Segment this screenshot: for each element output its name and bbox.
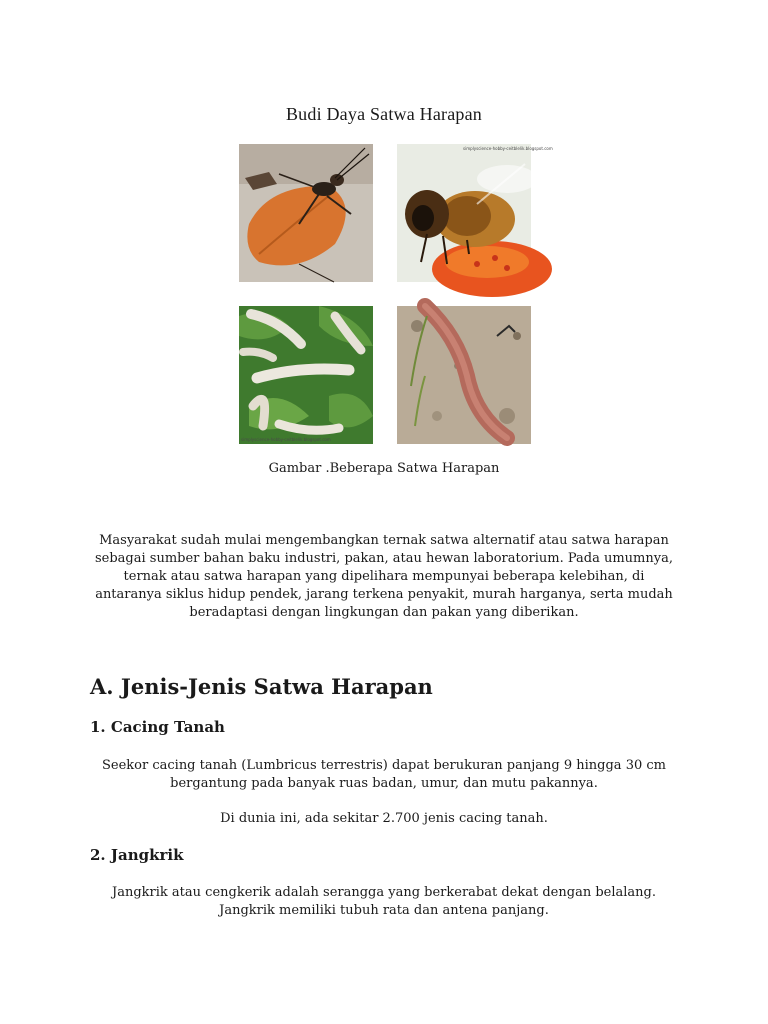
silkworm-photo-watermark: simplyscience-hobby-ceitblelik.blogspot.com xyxy=(241,437,331,442)
intro-line: sebagai sumber bahan baku industri, pakan, atau hewan laboratorium. Pada umumnya, xyxy=(95,551,673,566)
jangkrik-paragraph xyxy=(78,884,690,920)
cacing-tanah-count-paragraph: Di dunia ini, ada sekitar 2.700 jenis cacing tanah. xyxy=(220,811,548,826)
cricket-photo xyxy=(239,144,373,282)
subsection-heading-cacing-tanah: 1. Cacing Tanah xyxy=(90,718,225,736)
section-heading: A. Jenis-Jenis Satwa Harapan xyxy=(90,674,433,699)
paragraph-line: bergantung pada banyak ruas badan, umur, dan mutu pakannya. xyxy=(170,776,598,791)
paragraph-line: Seekor cacing tanah (Lumbricus terrestris) dapat berukuran panjang 9 hingga 30 cm xyxy=(102,758,666,773)
bee-photo-watermark: simplyscience-hobby-ceitblelik.blogspot.com xyxy=(463,146,553,151)
paragraph-line: Jangkrik atau cengkerik adalah serangga yang berkerabat dekat dengan belalang. xyxy=(112,885,656,900)
figure-caption: Gambar .Beberapa Satwa Harapan xyxy=(268,461,500,476)
earthworm-photo xyxy=(397,306,531,444)
paragraph-line: Jangkrik memiliki tubuh rata dan antena panjang. xyxy=(219,903,549,918)
cacing-tanah-paragraph xyxy=(78,757,690,793)
subsection-heading-jangkrik: 2. Jangkrik xyxy=(90,846,184,864)
intro-line: ternak atau satwa harapan yang dipelihara mempunyai beberapa kelebihan, di xyxy=(123,569,645,584)
intro-line: Masyarakat sudah mulai mengembangkan ternak satwa alternatif atau satwa harapan xyxy=(99,533,669,548)
intro-line: beradaptasi dengan lingkungan dan pakan yang diberikan. xyxy=(189,605,579,620)
document-title: Budi Daya Satwa Harapan xyxy=(285,104,483,124)
intro-paragraph xyxy=(78,532,690,622)
intro-line: antaranya siklus hidup pendek, jarang terkena penyakit, murah harganya, serta mudah xyxy=(95,587,673,602)
silkworm-photo xyxy=(239,306,373,444)
bee-photo xyxy=(397,144,553,282)
